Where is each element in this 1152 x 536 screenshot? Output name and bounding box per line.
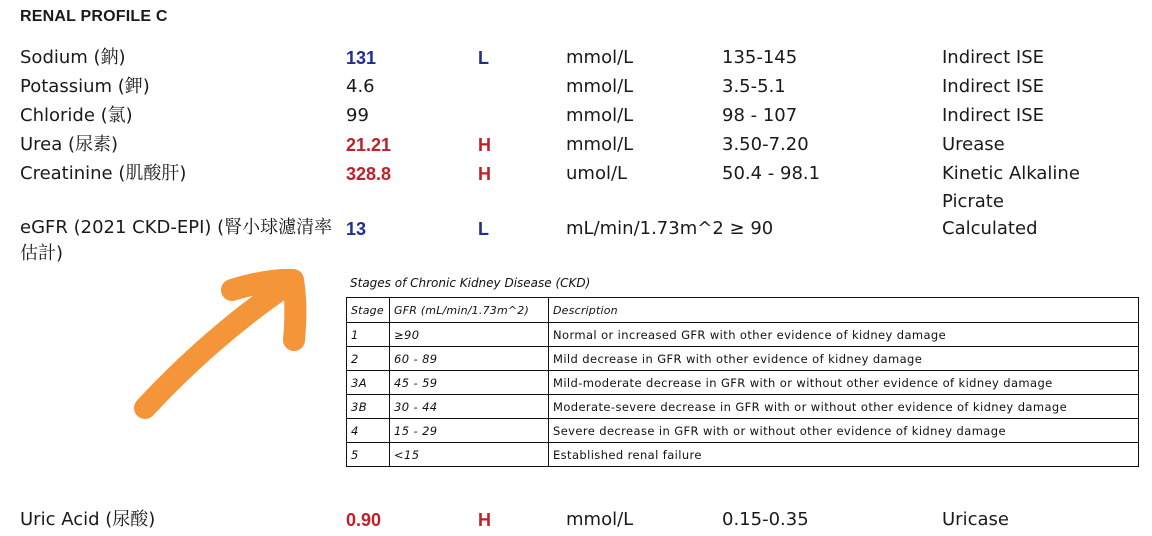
test-value: 99 <box>346 105 369 126</box>
gfr-cell: 60 - 89 <box>390 347 549 371</box>
description-cell: Severe decrease in GFR with or without other evidence of kidney damage <box>549 419 1139 443</box>
test-method: Uricase <box>942 509 1009 530</box>
stage-cell: 3A <box>347 371 390 395</box>
stage-cell: 5 <box>347 443 390 467</box>
test-unit: mmol/L <box>566 76 634 97</box>
test-reference-range: 3.5-5.1 <box>722 76 786 97</box>
test-value: 13 <box>346 219 367 239</box>
table-row <box>347 419 1139 443</box>
test-value: 131 <box>346 48 377 68</box>
test-name: Chloride (氯) <box>20 105 133 126</box>
stage-cell: 1 <box>347 323 390 347</box>
description-cell: Mild-moderate decrease in GFR with or without other evidence of kidney damage <box>549 371 1139 395</box>
description-cell: Moderate-severe decrease in GFR with or without other evidence of kidney damage <box>549 395 1139 419</box>
test-flag: L <box>478 219 489 239</box>
gfr-cell: 30 - 44 <box>390 395 549 419</box>
test-reference-range: 0.15-0.35 <box>722 509 809 530</box>
gfr-cell: <15 <box>390 443 549 467</box>
test-name: Creatinine (肌酸肝) <box>20 163 187 184</box>
test-name: Sodium (鈉) <box>20 47 126 68</box>
table-row <box>347 323 1139 347</box>
test-method: Indirect ISE <box>942 105 1045 126</box>
test-method: Indirect ISE <box>942 47 1045 68</box>
table-header-description: Description <box>549 298 1139 323</box>
description-cell: Mild decrease in GFR with other evidence of kidney damage <box>549 347 1139 371</box>
test-unit: mmol/L <box>566 47 634 68</box>
test-name: eGFR (2021 CKD-EPI) (腎小球濾清率估計) <box>20 217 333 264</box>
stage-cell: 3B <box>347 395 390 419</box>
stage-cell: 2 <box>347 347 390 371</box>
table-header-gfr: GFR (mL/min/1.73m^2) <box>390 298 549 323</box>
test-flag: H <box>478 135 491 155</box>
test-value: 4.6 <box>346 76 375 97</box>
table-row <box>347 371 1139 395</box>
gfr-cell: 45 - 59 <box>390 371 549 395</box>
test-value: 0.90 <box>346 510 382 530</box>
table-row <box>347 347 1139 371</box>
test-value: 328.8 <box>346 164 392 184</box>
test-reference-range: 50.4 - 98.1 <box>722 163 821 184</box>
test-unit: mmol/L <box>566 509 634 530</box>
table-header-stage: Stage <box>347 298 390 323</box>
test-reference-range: 135-145 <box>722 47 798 68</box>
test-value: 21.21 <box>346 135 392 155</box>
test-flag: H <box>478 164 491 184</box>
test-unit: umol/L <box>566 163 628 184</box>
gfr-cell: 15 - 29 <box>390 419 549 443</box>
test-reference-range: 98 - 107 <box>722 105 798 126</box>
test-reference-range: 3.50-7.20 <box>722 134 809 155</box>
test-method: Indirect ISE <box>942 76 1045 97</box>
test-method: Kinetic Alkaline Picrate <box>942 163 1080 212</box>
table-row <box>347 395 1139 419</box>
table-header-row <box>347 298 1139 323</box>
test-name: Uric Acid (尿酸) <box>20 509 156 530</box>
test-name: Potassium (鉀) <box>20 76 150 97</box>
gfr-cell: ≥90 <box>390 323 549 347</box>
test-unit: mmol/L <box>566 134 634 155</box>
ckd-table-caption: Stages of Chronic Kidney Disease (CKD) <box>350 276 591 290</box>
description-cell: Established renal failure <box>549 443 1139 467</box>
test-reference-range: ≥ 90 <box>729 218 774 239</box>
stage-cell: 4 <box>347 419 390 443</box>
test-flag: H <box>478 510 491 530</box>
test-method: Calculated <box>942 218 1038 239</box>
test-flag: L <box>478 48 489 68</box>
test-unit: mL/min/1.73m^2 ≥ 90 <box>566 218 774 239</box>
description-cell: Normal or increased GFR with other evidence of kidney damage <box>549 323 1139 347</box>
test-method: Urease <box>942 134 1005 155</box>
ckd-stages-table <box>346 297 1139 467</box>
test-name: Urea (尿素) <box>20 134 119 155</box>
report-title: RENAL PROFILE C <box>20 8 168 25</box>
test-unit: mmol/L <box>566 105 634 126</box>
table-row <box>347 443 1139 467</box>
